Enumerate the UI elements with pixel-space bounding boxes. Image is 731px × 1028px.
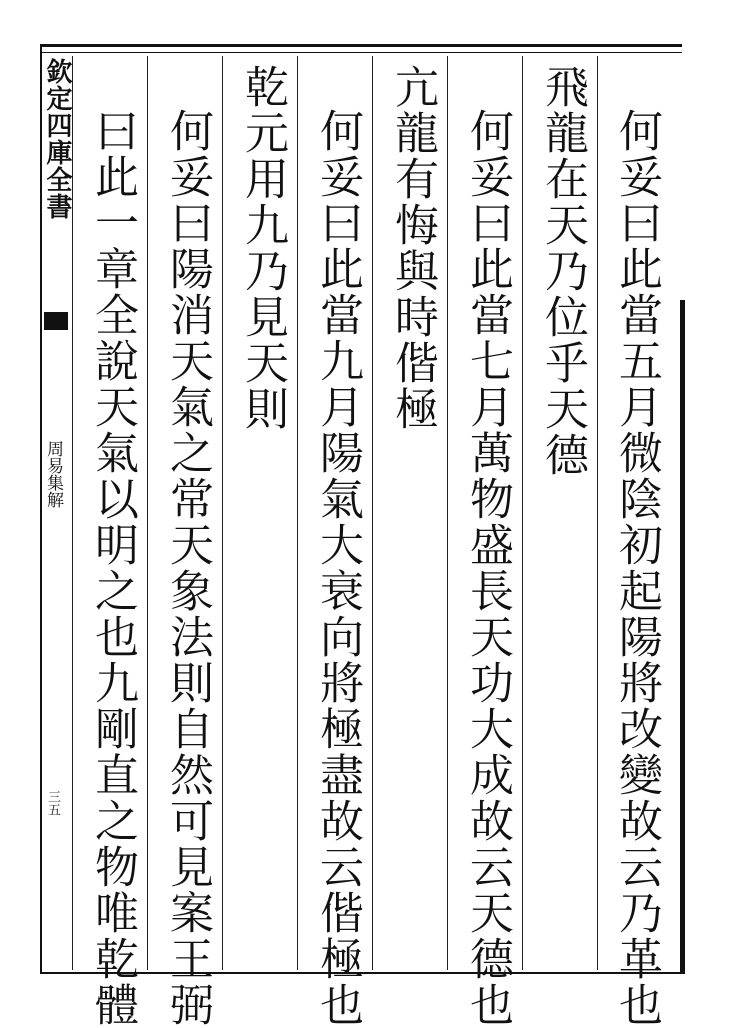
column-rule <box>522 56 523 970</box>
frame-top-inner-border <box>40 52 682 53</box>
column-rule <box>372 56 373 970</box>
fishtail-mark <box>44 312 68 330</box>
column-rule <box>447 56 448 970</box>
column-rule <box>297 56 298 970</box>
column-rule <box>222 56 223 970</box>
column-rule <box>597 56 598 970</box>
text-column: 何妥曰此當五月微陰初起陽將改變故云乃革也 <box>611 108 662 1028</box>
column-rule <box>147 56 148 970</box>
text-column: 曰此一章全說天氣以明之也九剛直之物唯乾體 <box>87 108 138 1028</box>
text-column: 何妥曰此當七月萬物盛長天功大成故云天德也 <box>462 108 513 1028</box>
frame-top-border <box>40 44 682 47</box>
text-column: 乾元用九乃見天則 <box>237 64 288 432</box>
frame-right-border <box>680 300 685 974</box>
column-rule <box>72 56 73 970</box>
text-column: 何妥曰陽消天氣之常天象法則自然可見案王弼 <box>162 108 213 1028</box>
text-column: 何妥曰此當九月陽氣大衰向將極盡故云偕極也 <box>312 108 363 1028</box>
work-title: 周易集解 <box>43 440 63 508</box>
book-title: 欽定四庫全書 <box>42 58 72 220</box>
text-column: 亢龍有悔與時偕極 <box>387 64 438 432</box>
text-column: 飛龍在天乃位乎天德 <box>537 64 588 478</box>
page-number: 三五 <box>45 790 60 816</box>
